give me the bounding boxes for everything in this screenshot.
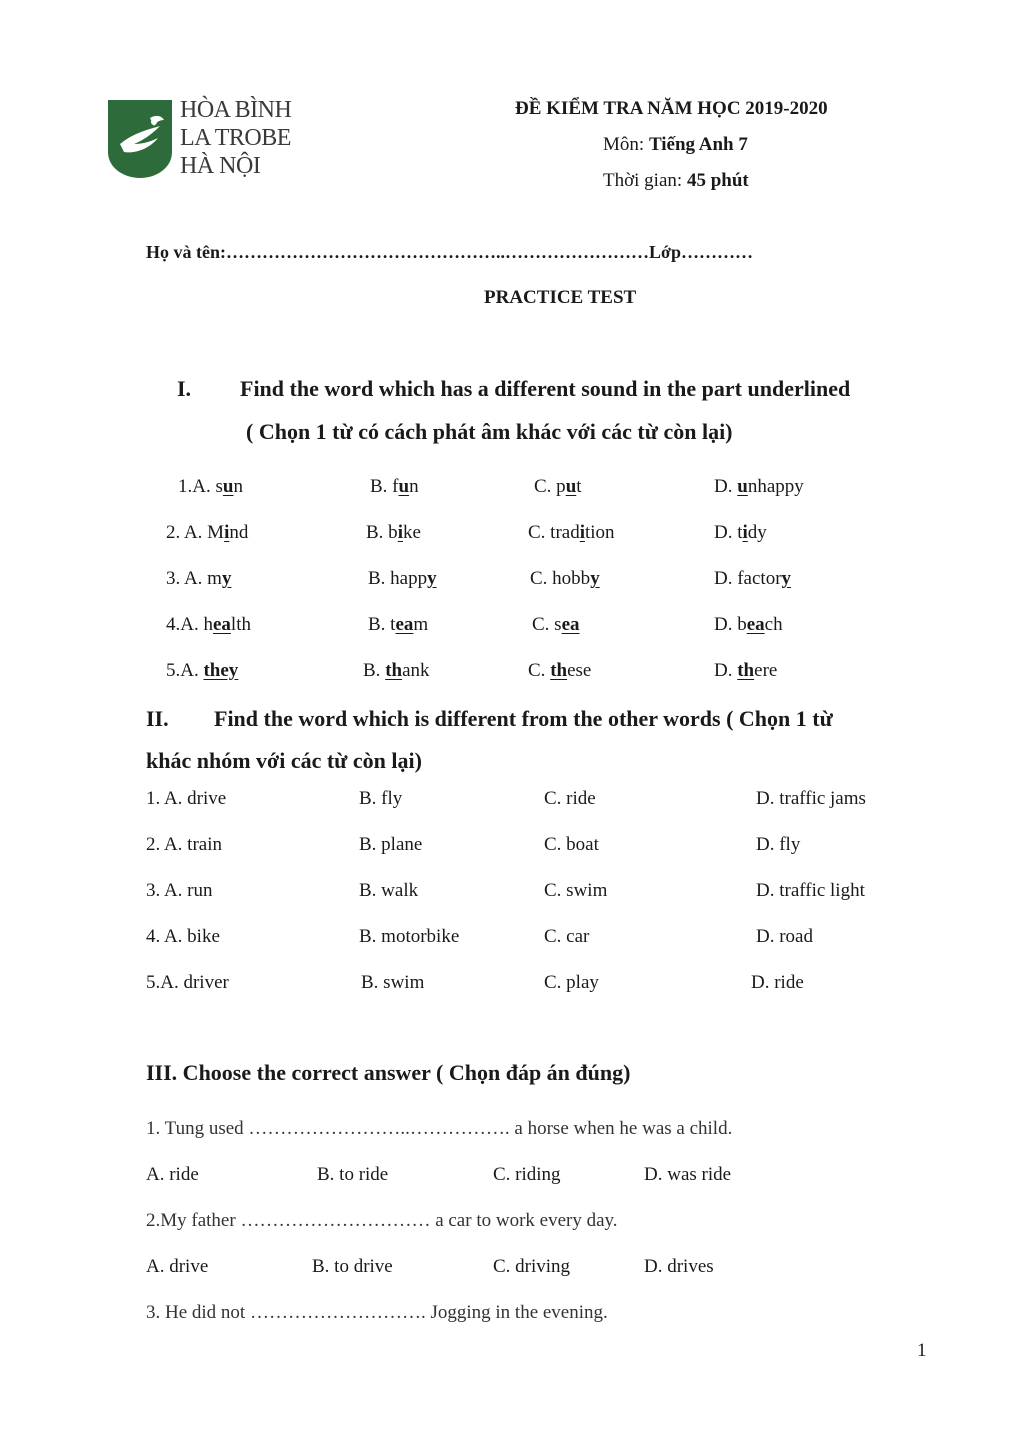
underlined-sound: i	[742, 522, 748, 543]
option-text: C. s	[532, 614, 562, 635]
subject-line	[603, 134, 748, 156]
page-number: 1	[917, 1340, 927, 1361]
time-label: Thời gian:	[603, 170, 687, 191]
s1-q4-option-a	[166, 614, 251, 636]
q1-option-a: A. ride	[146, 1164, 199, 1185]
underlined-sound: ea	[212, 614, 231, 635]
option-text: C. trad	[528, 522, 580, 543]
underlined-sound: th	[737, 660, 755, 681]
s1-q1-option-d	[714, 476, 804, 498]
underlined-sound: u	[565, 476, 577, 497]
s2-q3-option-b: B. walk	[359, 880, 419, 901]
section-2-numeral: II.	[146, 706, 169, 731]
s2-q5-option-c: C. play	[544, 972, 599, 993]
option-text: 2. A. M	[166, 522, 225, 543]
underlined-sound: i	[397, 522, 403, 543]
question-1: 1. Tung used ……………………..……………. a horse when he was a child.	[146, 1118, 733, 1139]
underlined-sound: i	[579, 522, 585, 543]
option-text: ese	[567, 660, 592, 681]
s1-q2-option-a	[166, 522, 248, 544]
option-text: 4.A. h	[166, 614, 213, 635]
underlined-sound: y	[427, 568, 437, 589]
option-text: t	[576, 476, 582, 497]
option-text: dy	[747, 522, 767, 543]
question-2: 2.My father ………………………… a car to work every day.	[146, 1210, 618, 1231]
s2-q1-option-c: C. ride	[544, 788, 596, 809]
section-2-title-cont: khác nhóm với các từ còn lại)	[146, 748, 422, 773]
q1-option-b: B. to ride	[317, 1164, 389, 1185]
option-text: D.	[714, 660, 738, 681]
option-text: ch	[764, 614, 783, 635]
s2-q4-option-c: C. car	[544, 926, 590, 947]
s2-q5-option-a: 5.A. driver	[146, 972, 229, 993]
s1-q4-option-b	[368, 614, 428, 636]
s2-q4-option-b: B. motorbike	[359, 926, 460, 947]
s2-q4-option-a: 4. A. bike	[146, 926, 220, 947]
option-text: B. t	[368, 614, 396, 635]
s2-q3-option-a: 3. A. run	[146, 880, 213, 901]
school-name-line: LA TROBE	[180, 125, 291, 151]
option-text: n	[233, 476, 243, 497]
s2-q2-option-b: B. plane	[359, 834, 423, 855]
option-text: nd	[229, 522, 249, 543]
option-text: 1.A. s	[178, 476, 223, 497]
option-text: C.	[528, 660, 551, 681]
option-text: 5.A.	[166, 660, 204, 681]
section-1-title: Find the word which has a different sound in the part underlined	[240, 376, 851, 401]
s1-q5-option-d	[714, 660, 777, 682]
s1-q5-option-b	[363, 660, 430, 682]
option-text: ank	[402, 660, 430, 681]
q2-option-c: C. driving	[493, 1256, 571, 1277]
s2-q2-option-a: 2. A. train	[146, 834, 222, 855]
school-name	[180, 96, 291, 180]
time-line	[603, 170, 749, 192]
underlined-sound: y	[590, 568, 600, 589]
s1-q3-option-b	[368, 568, 437, 590]
underlined-sound: th	[550, 660, 568, 681]
option-text: B. b	[366, 522, 398, 543]
q2-option-d: D. drives	[644, 1256, 714, 1277]
s1-q1-option-c	[534, 476, 582, 498]
exam-title: ĐỀ KIỂM TRA NĂM HỌC 2019-2020	[515, 98, 828, 119]
option-text: B. f	[370, 476, 399, 497]
option-text: nhappy	[747, 476, 804, 497]
s1-q4-option-d	[714, 614, 783, 636]
underlined-sound: y	[781, 568, 792, 589]
s2-q2-option-d: D. fly	[756, 834, 801, 855]
s1-q5-option-a	[166, 660, 238, 682]
s2-q1-option-a: 1. A. drive	[146, 788, 227, 809]
option-text: D. t	[714, 522, 743, 543]
time-value: 45 phút	[686, 170, 749, 191]
underlined-sound: ea	[561, 614, 580, 635]
section-2-title: Find the word which is different from the other words ( Chọn 1 từ	[214, 706, 833, 731]
s1-q4-option-c	[532, 614, 580, 636]
s1-q3-option-c	[530, 568, 600, 590]
option-text: B. happ	[368, 568, 428, 589]
option-text: C. hobb	[530, 568, 591, 589]
option-text: ere	[754, 660, 778, 681]
s1-q1-option-a	[178, 476, 243, 498]
underlined-sound: they	[203, 660, 239, 681]
q2-option-a: A. drive	[146, 1256, 209, 1277]
underlined-sound: th	[385, 660, 403, 681]
s1-q3-option-a	[166, 568, 231, 590]
student-info-line: Họ và tên:………………………………………..……………………Lớp…………	[146, 242, 753, 262]
school-name-line: HÒA BÌNH	[180, 97, 292, 123]
s2-q3-option-d: D. traffic light	[756, 880, 865, 901]
option-text: n	[409, 476, 419, 497]
subject-label: Môn:	[603, 134, 649, 155]
s2-q4-option-d: D. road	[756, 926, 813, 947]
underlined-sound: ea	[395, 614, 414, 635]
s2-q5-option-b: B. swim	[361, 972, 425, 993]
s2-q3-option-c: C. swim	[544, 880, 608, 901]
subject-value: Tiếng Anh 7	[648, 134, 748, 155]
s1-q2-option-b	[366, 522, 421, 544]
underlined-sound: i	[224, 522, 230, 543]
s1-q2-option-d	[714, 522, 767, 544]
option-text: C. p	[534, 476, 566, 497]
s2-q5-option-d: D. ride	[751, 972, 804, 993]
underlined-sound: u	[222, 476, 234, 497]
question-3: 3. He did not ………………………. Jogging in the evening.	[146, 1302, 608, 1323]
q2-option-b: B. to drive	[312, 1256, 393, 1277]
underlined-sound: ea	[746, 614, 765, 635]
option-text: D.	[714, 476, 738, 497]
s1-q2-option-c	[528, 522, 615, 544]
option-text: B.	[363, 660, 386, 681]
s1-q1-option-b	[370, 476, 419, 498]
s2-q1-option-b: B. fly	[359, 788, 403, 809]
option-text: lth	[230, 614, 251, 635]
option-text: m	[413, 614, 429, 635]
underlined-sound: y	[221, 568, 232, 589]
option-text: D. factor	[714, 568, 782, 589]
section-3-title: III. Choose the correct answer ( Chọn đáp án đúng)	[146, 1060, 631, 1085]
s2-q1-option-d: D. traffic jams	[756, 788, 866, 809]
s1-q5-option-c	[528, 660, 591, 682]
section-1-numeral: I.	[177, 376, 192, 401]
option-text: 3. A. m	[166, 568, 222, 589]
s2-q2-option-c: C. boat	[544, 834, 599, 855]
s1-q3-option-d	[714, 568, 791, 590]
bird-logo-icon	[108, 100, 172, 178]
underlined-sound: u	[398, 476, 410, 497]
option-text: D. b	[714, 614, 747, 635]
q1-option-d: D. was ride	[644, 1164, 732, 1185]
q1-option-c: C. riding	[493, 1164, 561, 1185]
option-text: tion	[585, 522, 615, 543]
option-text: ke	[402, 522, 421, 543]
section-1-subtitle: ( Chọn 1 từ có cách phát âm khác với các từ còn lại)	[246, 419, 733, 444]
underlined-sound: u	[737, 476, 748, 497]
test-title: PRACTICE TEST	[484, 287, 637, 308]
school-name-line: HÀ NỘI	[180, 153, 261, 179]
